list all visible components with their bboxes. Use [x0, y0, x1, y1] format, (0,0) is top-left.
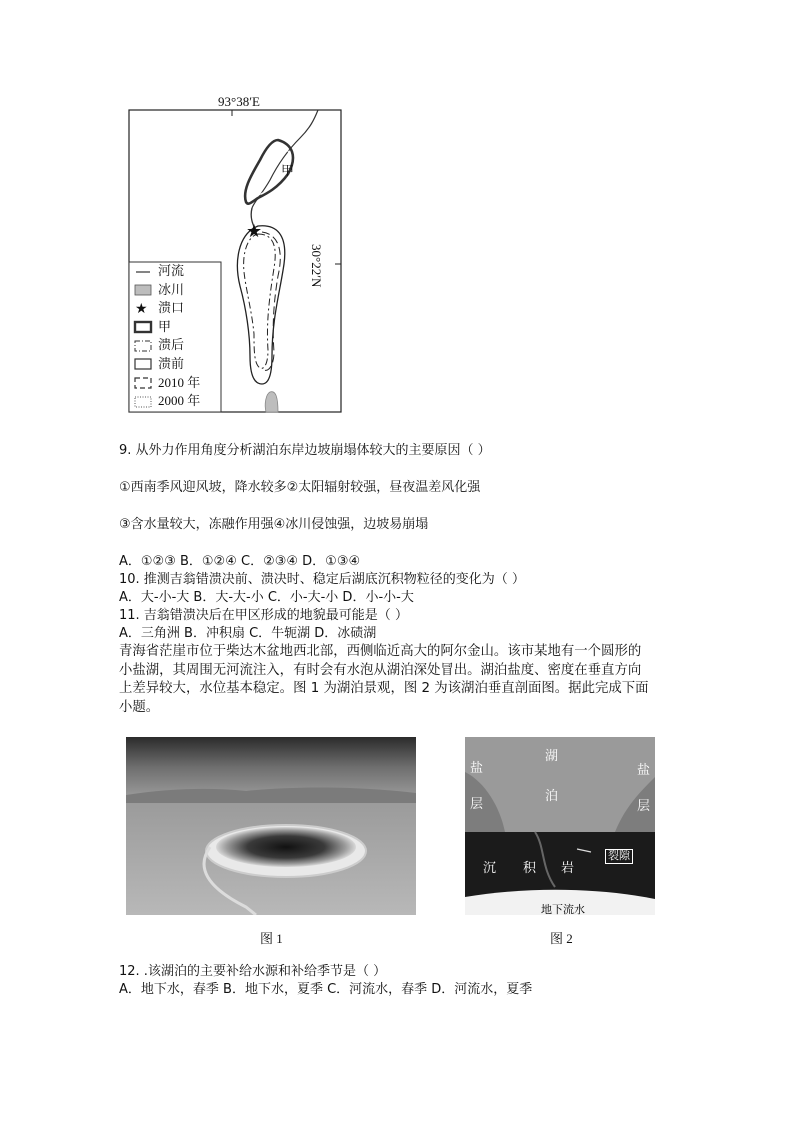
passage-line-3: 上差异较大，水位基本稳定。图 1 为湖泊景观，图 2 为该湖泊垂直剖面图。据此完成下面 — [119, 681, 649, 696]
passage — [119, 643, 649, 717]
legend-label-2000: 2000 年 — [158, 393, 201, 409]
question-9-options: A．①②③ B．①②④ C．②③④ D．①③④ — [119, 554, 361, 569]
legend-label-2010: 2010 年 — [158, 374, 201, 390]
star-icon: ★ — [135, 301, 148, 317]
glacier-shape — [265, 392, 278, 412]
legend-label-before: 溃前 — [158, 355, 185, 371]
legend-labels — [158, 262, 200, 411]
question-12-options: A．地下水，春季 B．地下水，夏季 C．河流水，春季 D．河流水，夏季 — [119, 982, 533, 997]
question-10-options: A．大-小-大 B．大-大-小 C．小-大-小 D．小-小-大 — [119, 590, 414, 605]
label-groundwater: 地下流水 — [541, 904, 585, 916]
label-salt-left-top: 盐 — [470, 760, 484, 775]
legend-label-outburst: 溃口 — [158, 300, 185, 316]
label-salt-left-bottom: 层 — [470, 796, 484, 811]
lake-water — [216, 827, 356, 867]
question-12-stem: 12. .该湖泊的主要补给水源和补给季节是（ ） — [119, 964, 387, 979]
question-9-line2: ③含水量较大，冻融作用强④冰川侵蚀强，边坡易崩塌 — [119, 517, 429, 532]
label-sediment-2: 积 — [523, 860, 537, 875]
map-figure — [128, 94, 344, 414]
figure-2-caption: 图 2 — [550, 931, 573, 946]
figure-1-caption: 图 1 — [260, 931, 283, 946]
passage-line-2: 小盐湖，其周围无河流注入，有时会有水泡从湖泊深处冒出。湖泊盐度、密度在垂直方向 — [119, 662, 642, 678]
label-lake-bottom: 泊 — [545, 788, 559, 803]
figure-2-section-photo — [465, 737, 655, 915]
section-svg — [465, 737, 655, 915]
lake-photo-svg — [126, 737, 416, 915]
label-salt-right-top: 盐 — [637, 762, 651, 777]
region-jia-label: 甲 — [281, 163, 295, 178]
longitude-label: 93°38′E — [218, 94, 260, 109]
latitude-label: 30°22′N — [309, 244, 324, 288]
question-10-stem: 10. 推测吉翁错溃决前、溃决时、稳定后湖底沉积物粒径的变化为（ ） — [119, 572, 525, 587]
question-11-stem: 11. 吉翁错溃决后在甲区形成的地貌最可能是（ ） — [119, 608, 408, 623]
glacier-swatch-icon — [135, 285, 151, 295]
label-sediment-3: 岩 — [561, 860, 575, 875]
label-sediment-1: 沉 — [483, 860, 497, 875]
passage-line-4: 小题。 — [119, 699, 160, 715]
legend-label-river: 河流 — [158, 263, 185, 278]
label-salt-right-bottom: 层 — [637, 798, 651, 813]
legend-label-jia: 甲 — [158, 318, 172, 334]
legend-label-glacier: 冰川 — [158, 281, 185, 297]
outburst-star-icon: ★ — [246, 221, 263, 242]
question-9-line1: ①西南季风迎风坡，降水较多②太阳辐射较强，昼夜温差风化强 — [119, 480, 481, 495]
figure-1-lake-photo — [126, 737, 416, 915]
passage-line-1: 青海省茫崖市位于柴达木盆地西北部，西侧临近高大的阿尔金山。该市某地有一个圆形的 — [119, 644, 642, 659]
question-11-options: A．三角洲 B．冲积扇 C．牛轭湖 D．冰碛湖 — [119, 626, 377, 641]
label-lake-top: 湖 — [545, 748, 559, 763]
legend-label-after: 溃后 — [158, 337, 185, 353]
label-crack: 裂隙 — [605, 849, 633, 864]
question-9-stem: 9. 从外力作用角度分析湖泊东岸边坡崩塌体较大的主要原因（ ） — [119, 443, 491, 458]
